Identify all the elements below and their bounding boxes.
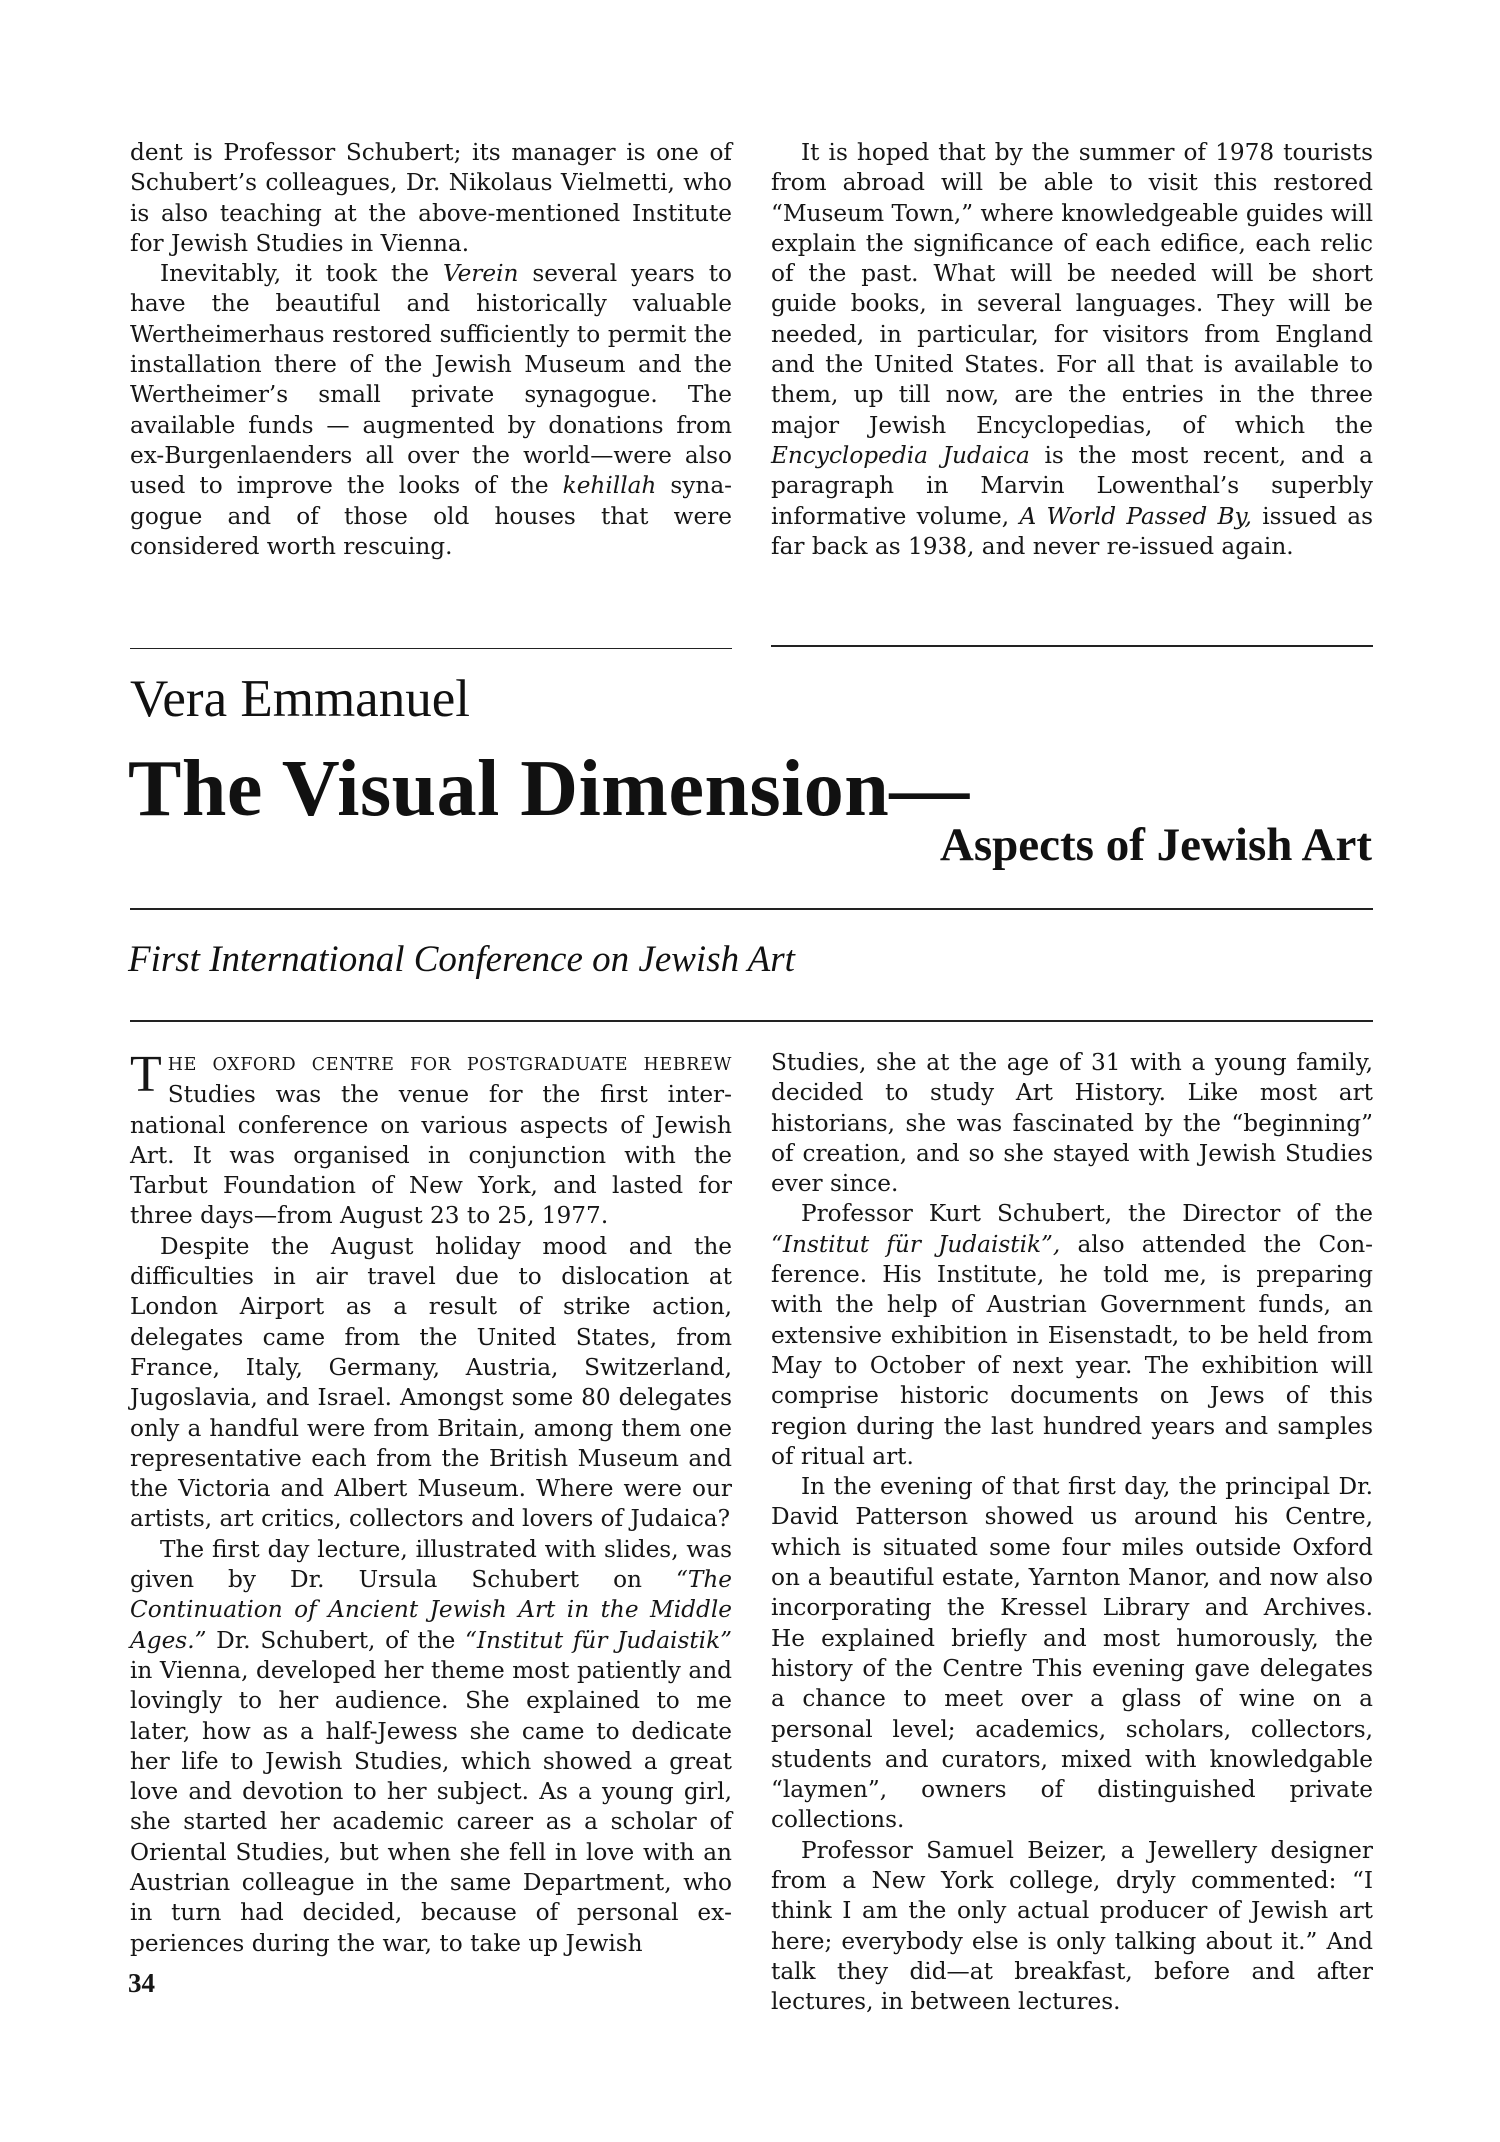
divider-rule bbox=[771, 645, 1373, 647]
paragraph bbox=[771, 138, 1373, 562]
text-run: is the most recent, and a paragraph in Marvin Lowenthal’s superbly informative volume, bbox=[771, 441, 1373, 530]
drop-cap: T bbox=[130, 1046, 162, 1103]
text-run: Inevitably, it took the bbox=[160, 260, 443, 288]
continued-text-right-column bbox=[771, 138, 1373, 562]
article-body-right-column bbox=[771, 1048, 1373, 2018]
italic-term: “Institut für Judaistik” bbox=[465, 1626, 732, 1654]
divider-rule bbox=[130, 1020, 1373, 1022]
italic-term: kehillah bbox=[562, 472, 657, 500]
section-heading: First International Conference on Jewish Art bbox=[128, 939, 795, 980]
article-title: The Visual Dimension— bbox=[128, 745, 970, 833]
text-run: It is hoped that by the summer of 1978 tourists from abroad will be able to visit this restored “Museum Town,” where knowledgeable guides will explain the significance of each edifice, each relic of the past. What will be needed will be short guide books, in several languages. They will be needed, in particular, for visitors from England and the United States. For all that is available to them, up till now, are the entries in the three major Jewish Encyclopedias, of which the bbox=[771, 139, 1373, 439]
article-author: Vera Emmanuel bbox=[130, 670, 470, 728]
italic-term: A World Passed By, bbox=[1019, 502, 1252, 530]
page-number: 34 bbox=[128, 1968, 155, 1998]
small-caps-lead: HE OXFORD CENTRE FOR POSTGRADUATE HEBREW bbox=[167, 1055, 732, 1075]
italic-term: Verein bbox=[442, 260, 519, 288]
paragraph: Despite the August holiday mood and the difficulties in air travel due to dislocation at London Airport as a result of strike action, delegates came from the United States, from France, Italy, Germany, Austria, Switzerland, Jugoslavia, and Israel. Amongst some 80 delegates only a handful were from Britain, among them one representative each from the British Museum and the Victoria and Albert Museum. Where were our artists, art critics, collectors and lovers of Judaica? bbox=[130, 1232, 732, 1533]
paragraph bbox=[130, 1535, 732, 1959]
article-body-left-column bbox=[130, 1048, 732, 1959]
text-run: Dr. Schubert, of the bbox=[206, 1626, 465, 1654]
text-run: several years to have the beautiful and historically valuable Wertheimerhaus restored sufficiently to permit the installation there of the Jewish Museum and the Wertheimer’s small private synagogue. The available funds — augmented by donations from ex-Burgenlaenders all over the world—were also used to improve the looks of the bbox=[130, 260, 732, 500]
text-run: The first day lecture, illustrated with slides, was given by Dr. Ursula Schubert on bbox=[130, 1535, 732, 1594]
paragraph bbox=[771, 1199, 1373, 1472]
text-run: Professor Kurt Schubert, the Director of the bbox=[801, 1200, 1373, 1228]
continued-text-left-column bbox=[130, 138, 732, 562]
italic-term: “Institut für Judaistik”, bbox=[771, 1230, 1061, 1258]
opening-paragraph bbox=[130, 1048, 732, 1232]
paragraph: Professor Samuel Beizer, a Jewellery designer from a New York college, dryly commented: “I think I am the only actual producer of Jewish art here; everybody else is only talking about it.” And talk they did—at breakfast, before and after lectures, in between lectures. bbox=[771, 1836, 1373, 2016]
italic-title: “The Continuation of Ancient Jewish Art in the Middle Ages.” bbox=[130, 1566, 732, 1654]
paragraph: In the evening of that first day, the principal Dr. David Patterson showed us around his Centre, which is situated some four miles outside Oxford on a beautiful estate, Yarnton Manor, and now also incorporating the Kressel Library and Archives. He explained briefly and most humorously, the history of the Centre This evening gave delegates a chance to meet over a glass of wine on a personal level; academics, scholars, collectors, students and curators, mixed with knowledgable “laymen”, owners of distinguished private collections. bbox=[771, 1473, 1373, 1834]
divider-rule bbox=[130, 648, 732, 649]
divider-rule bbox=[130, 908, 1373, 910]
paragraph bbox=[130, 259, 732, 562]
paragraph: dent is Professor Schubert; its manager is one of Schubert’s colleagues, Dr. Nikolaus Vielmetti, who is also teaching at the above-mentioned Institute for Jewish Studies in Vienna. bbox=[130, 139, 732, 257]
text-run: synagogue and of those old houses that were considered worth rescuing. bbox=[130, 472, 732, 560]
paragraph: Studies, she at the age of 31 with a young family, decided to study Art History. Like most art historians, she was fascinated by the “beginning” of creation, and so she stayed with Jewish Studies ever since. bbox=[771, 1049, 1373, 1198]
text-run: also attended the Conference. His Institute, he told me, is preparing with the help of Austrian Government funds, an extensive exhibition in Eisenstadt, to be held from May to October of next year. The exhibition will comprise historic documents on Jews of this region during the last hundred years and samples of ritual art. bbox=[771, 1230, 1374, 1470]
italic-term: Encyclopedia Judaica bbox=[771, 441, 1030, 469]
text-run: issued as far back as 1938, and never re-issued again. bbox=[771, 502, 1373, 560]
text-run: in Vienna, developed her theme most patiently and lovingly to her audience. She explained to me later, how as a half-Jewess she came to dedicate her life to Jewish Studies, which showed a great love and devotion to her subject. As a young girl, she started her academic career as a scholar of Oriental Studies, but when she fell in love with an Austrian colleague in the same Department, who in turn had decided, because of personal experiences during the war, to take up Jewish bbox=[130, 1656, 732, 1957]
text-run: Studies was the venue for the first international conference on various aspects of Jewish Art. It was organised in conjunction with the Tarbut Foundation of New York, and lasted for three days—from August 23 to 25, 1977. bbox=[130, 1081, 732, 1230]
article-subtitle: Aspects of Jewish Art bbox=[939, 819, 1372, 871]
